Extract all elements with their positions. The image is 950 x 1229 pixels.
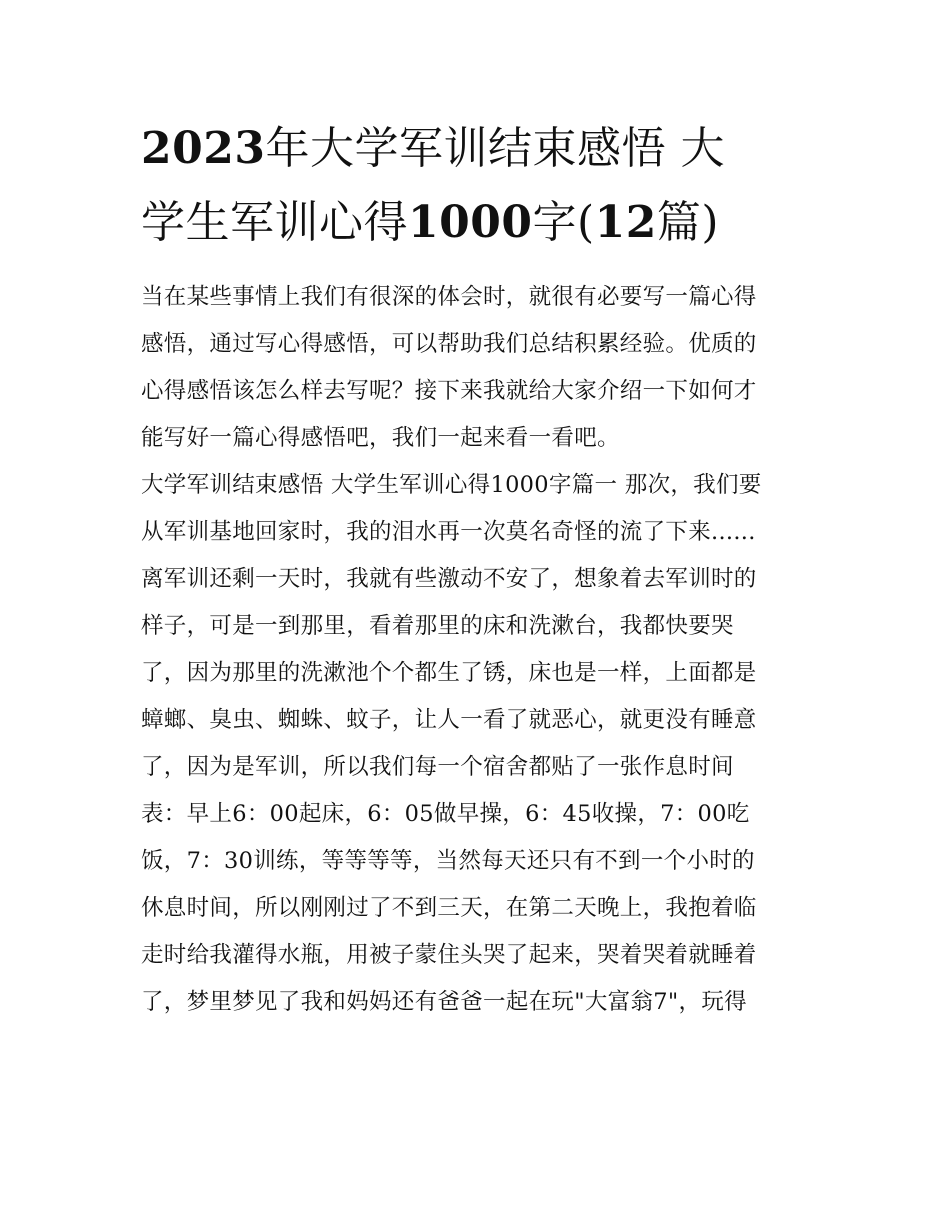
text-line: 感悟，通过写心得感悟，可以帮助我们总结积累经验。优质的 xyxy=(141,331,757,357)
document-title xyxy=(141,112,813,260)
text-line: 当在某些事情上我们有很深的体会时，就很有必要写一篇心得 xyxy=(141,284,757,310)
text-line: 离军训还剩一天时，我就有些激动不安了，想象着去军训时的 xyxy=(141,566,757,592)
title-line-1 xyxy=(141,112,813,186)
text-line: 休息时间，所以刚刚过了不到三天，在第二天晚上，我抱着临 xyxy=(141,895,757,921)
title-word-count: 1000 xyxy=(408,197,533,248)
text-line: 能写好一篇心得感悟吧，我们一起来看一看吧。 xyxy=(141,425,620,451)
text-line: 心得感悟该怎么样去写呢？接下来我就给大家介绍一下如何才 xyxy=(141,378,757,404)
title-line-2 xyxy=(141,186,813,260)
text-line: 饭，7：30训练，等等等等，当然每天还只有不到一个小时的 xyxy=(141,848,755,874)
text-line: 了，因为那里的洗漱池个个都生了锈，床也是一样，上面都是 xyxy=(141,660,757,686)
title-text-3: 字( xyxy=(532,197,595,248)
text-line: 蟑螂、臭虫、蜘蛛、蚊子，让人一看了就恶心，就更没有睡意 xyxy=(141,707,757,733)
text-line: 了，因为是军训，所以我们每一个宿舍都贴了一张作息时间 xyxy=(141,754,734,780)
title-text-4: 篇) xyxy=(656,197,720,248)
essay-paragraph xyxy=(141,462,813,1026)
title-count: 12 xyxy=(594,197,657,248)
title-year: 2023 xyxy=(141,123,266,174)
text-line: 了，梦里梦见了我和妈妈还有爸爸一起在玩"大富翁7"，玩得 xyxy=(141,989,747,1015)
document-body xyxy=(141,274,813,1026)
text-line: 表：早上6：00起床，6：05做早操，6：45收操，7：00吃 xyxy=(141,801,750,827)
document-content xyxy=(141,112,813,1026)
title-text-2: 学生军训心得 xyxy=(141,197,408,248)
text-line: 大学军训结束感悟 大学生军训心得1000字篇一 那次，我们要 xyxy=(141,472,762,498)
text-line: 走时给我灌得水瓶，用被子蒙住头哭了起来，哭着哭着就睡着 xyxy=(141,942,757,968)
title-text-1: 年大学军训结束感悟 大 xyxy=(265,123,725,174)
intro-paragraph xyxy=(141,274,813,462)
text-line: 样子，可是一到那里，看着那里的床和洗漱台，我都快要哭 xyxy=(141,613,734,639)
text-line: 从军训基地回家时，我的泪水再一次莫名奇怪的流了下来...... xyxy=(141,519,756,545)
